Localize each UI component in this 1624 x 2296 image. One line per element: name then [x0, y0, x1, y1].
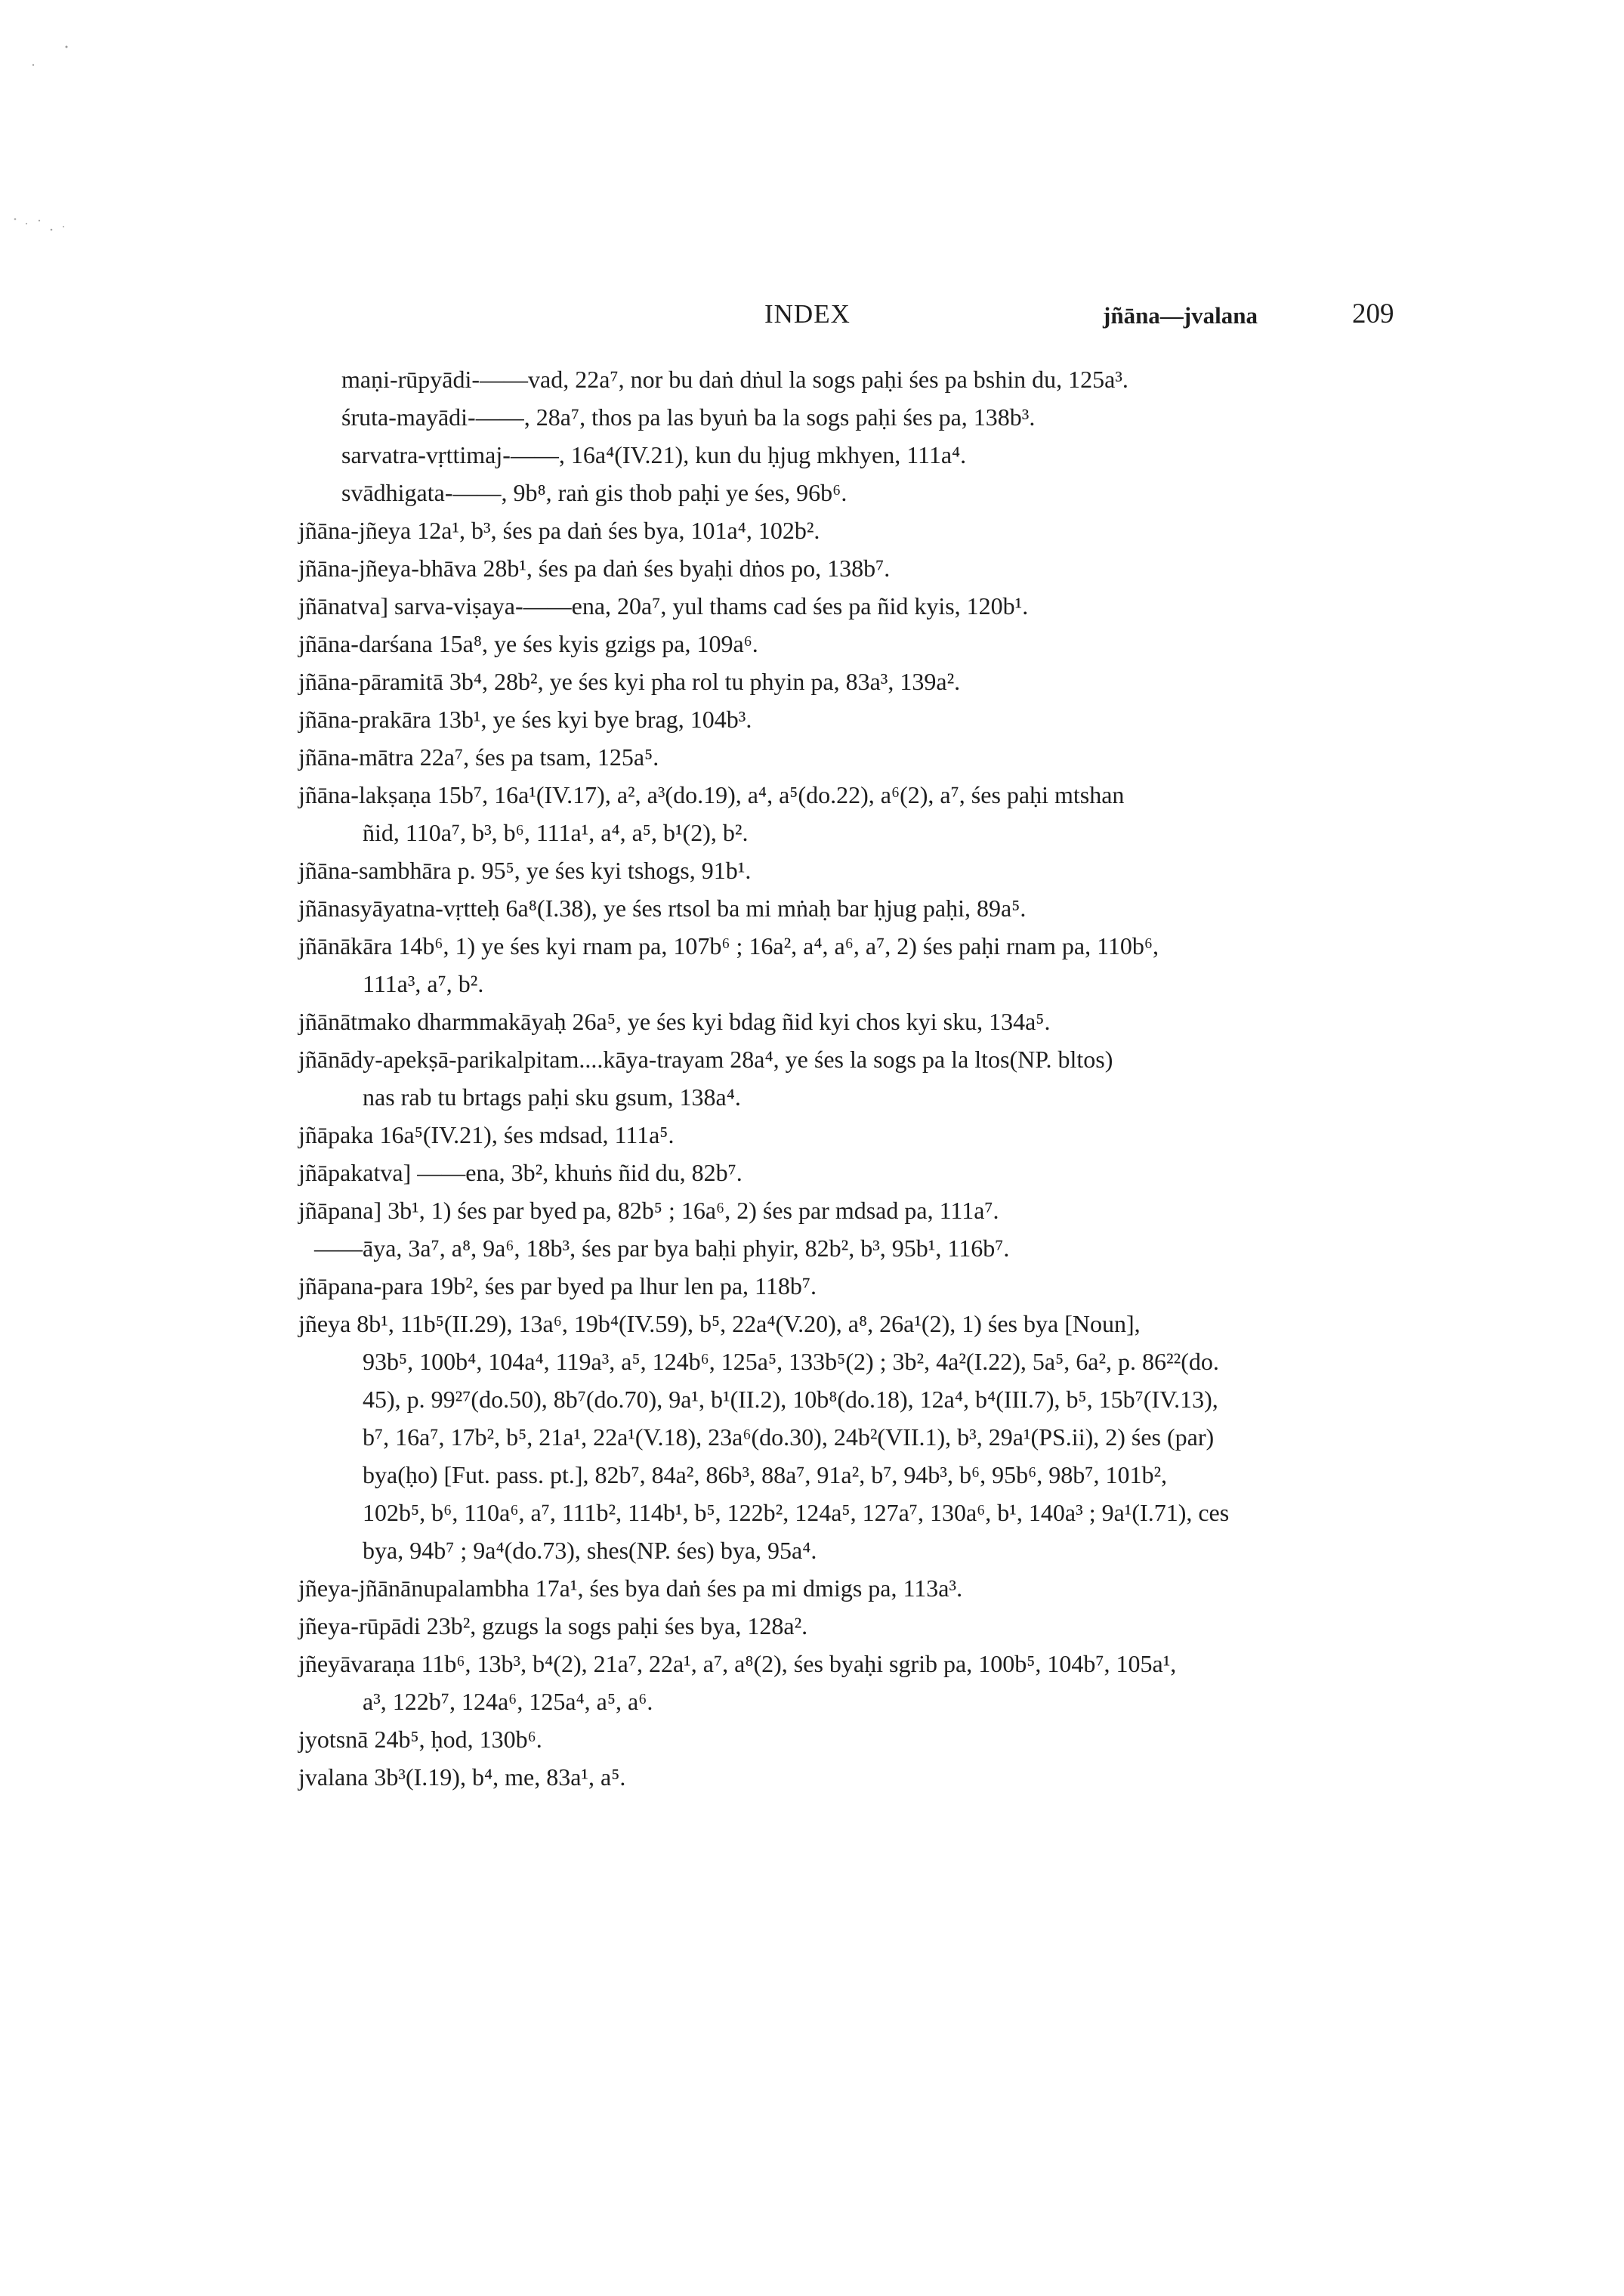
- entry-line: jñāna-prakāra 13b¹, ye śes kyi bye brag, 104b³.: [298, 706, 752, 733]
- entry-line: jñāpakatva] ——ena, 3b², khuṅs ñid du, 82b⁷.: [298, 1159, 743, 1186]
- entry-line: sarvatra-vṛttimaj-——, 16a⁴(IV.21), kun du ḥjug mkhyen, 111a⁴.: [341, 441, 967, 468]
- scan-speckle-marks: [0, 0, 113, 302]
- index-continuation-entry: [0, 1229, 1624, 1267]
- running-head-section: INDEX: [764, 299, 851, 329]
- index-entry: [0, 776, 1624, 851]
- entry-line: jñānātmako dharmmakāyaḥ 26a⁵, ye śes kyi bdag ñid kyi chos kyi sku, 134a⁵.: [298, 1008, 1051, 1035]
- entry-line: jñeya 8b¹, 11b⁵(II.29), 13a⁶, 19b⁴(IV.59), b⁵, 22a⁴(V.20), a⁸, 26a¹(2), 1) śes bya [Noun],: [298, 1310, 1141, 1337]
- index-entry: [0, 511, 1624, 549]
- index-entry: [0, 1720, 1624, 1758]
- entry-line: svādhigata-——, 9b⁸, raṅ gis thob paḥi ye śes, 96b⁶.: [341, 479, 848, 506]
- index-entry: [0, 1040, 1624, 1116]
- index-entry: [0, 1003, 1624, 1040]
- index-entry: [0, 587, 1624, 625]
- entry-line: jñāna-mātra 22a⁷, śes pa tsam, 125a⁵.: [298, 743, 659, 771]
- entry-line: jñāpana-para 19b², śes par byed pa lhur len pa, 118b⁷.: [298, 1272, 817, 1299]
- entry-line: jyotsnā 24b⁵, ḥod, 130b⁶.: [298, 1726, 542, 1753]
- entry-line: jñāna-jñeya-bhāva 28b¹, śes pa daṅ śes byaḥi dṅos po, 138b⁷.: [298, 555, 891, 582]
- index-entry: [0, 1569, 1624, 1607]
- index-subentry: [0, 360, 1624, 398]
- entry-line: jñāna-lakṣaṇa 15b⁷, 16a¹(IV.17), a², a³(do.19), a⁴, a⁵(do.22), a⁶(2), a⁷, śes paḥi mtshan: [298, 781, 1125, 808]
- index-entry: [0, 1645, 1624, 1720]
- entry-line: ——āya, 3a⁷, a⁸, 9a⁶, 18b³, śes par bya baḥi phyir, 82b², b³, 95b¹, 116b⁷.: [314, 1235, 1010, 1262]
- entry-line: śruta-mayādi-——, 28a⁷, thos pa las byuṅ ba la sogs paḥi śes pa, 138b³.: [341, 403, 1036, 431]
- entry-line: maṇi-rūpyādi-——vad, 22a⁷, nor bu daṅ dṅul la sogs paḥi śes pa bshin du, 125a³.: [341, 366, 1128, 393]
- entry-line: jñānasyāyatna-vṛtteḥ 6a⁸(I.38), ye śes rtsol ba mi mṅaḥ bar ḥjug paḥi, 89a⁵.: [298, 895, 1027, 922]
- entry-line: jñāna-pāramitā 3b⁴, 28b², ye śes kyi pha rol tu phyin pa, 83a³, 139a².: [298, 668, 961, 695]
- index-entry: [0, 1116, 1624, 1154]
- entry-continuation-line: ñid, 110a⁷, b³, b⁶, 111a¹, a⁴, a⁵, b¹(2), b².: [363, 819, 749, 846]
- entry-line: jñānākāra 14b⁶, 1) ye śes kyi rnam pa, 107b⁶ ; 16a², a⁴, a⁶, a⁷, 2) śes paḥi rnam pa, 110b⁶,: [298, 932, 1159, 959]
- index-entry: [0, 1191, 1624, 1229]
- index-entry: [0, 1758, 1624, 1796]
- index-entry: [0, 663, 1624, 700]
- entry-line: jñāpaka 16a⁵(IV.21), śes mdsad, 111a⁵.: [298, 1121, 675, 1148]
- entry-continuation-line: b⁷, 16a⁷, 17b², b⁵, 21a¹, 22a¹(V.18), 23a⁶(do.30), 24b²(VII.1), b³, 29a¹(PS.ii), 2) śes (par): [363, 1423, 1215, 1451]
- index-entry: [0, 1267, 1624, 1305]
- index-subentry: [0, 474, 1624, 511]
- entry-line: jñeya-jñānānupalambha 17a¹, śes bya daṅ śes pa mi dmigs pa, 113a³.: [298, 1574, 963, 1602]
- index-entry: [0, 625, 1624, 663]
- entry-continuation-line: 93b⁵, 100b⁴, 104a⁴, 119a³, a⁵, 124b⁶, 125a⁵, 133b⁵(2) ; 3b², 4a²(I.22), 5a⁵, 6a², p. 86²²(do.: [363, 1348, 1219, 1375]
- entry-line: jñāna-jñeya 12a¹, b³, śes pa daṅ śes bya, 101a⁴, 102b².: [298, 517, 820, 544]
- index-entries: [0, 360, 1624, 1796]
- index-entry: [0, 700, 1624, 738]
- entry-line: jñānatva] sarva-viṣaya-——ena, 20a⁷, yul thams cad śes pa ñid kyis, 120b¹.: [298, 592, 1029, 620]
- entry-line: jñāna-sambhāra p. 95⁵, ye śes kyi tshogs, 91b¹.: [298, 857, 752, 884]
- entry-continuation-line: bya, 94b⁷ ; 9a⁴(do.73), shes(NP. śes) bya, 95a⁴.: [363, 1537, 817, 1564]
- entry-continuation-line: nas rab tu brtags paḥi sku gsum, 138a⁴.: [363, 1083, 741, 1111]
- page-number: 209: [1352, 298, 1394, 329]
- index-subentry: [0, 436, 1624, 474]
- entry-line: jñāna-darśana 15a⁸, ye śes kyis gzigs pa, 109a⁶.: [298, 630, 758, 657]
- entry-continuation-line: 111a³, a⁷, b².: [363, 970, 484, 997]
- running-head-range: jñāna—jvalana: [1103, 302, 1258, 329]
- entry-continuation-line: a³, 122b⁷, 124a⁶, 125a⁴, a⁵, a⁶.: [363, 1688, 653, 1715]
- index-entry: [0, 1305, 1624, 1569]
- index-subentry: [0, 398, 1624, 436]
- entry-continuation-line: bya(ḥo) [Fut. pass. pt.], 82b⁷, 84a², 86b³, 88a⁷, 91a², b⁷, 94b³, b⁶, 95b⁶, 98b⁷, 101b²,: [363, 1461, 1168, 1488]
- index-entry: [0, 1154, 1624, 1191]
- index-entry: [0, 927, 1624, 1003]
- entry-line: jñāpana] 3b¹, 1) śes par byed pa, 82b⁵ ; 16a⁶, 2) śes par mdsad pa, 111a⁷.: [298, 1197, 999, 1224]
- index-entry: [0, 738, 1624, 776]
- entry-line: jvalana 3b³(I.19), b⁴, me, 83a¹, a⁵.: [298, 1763, 626, 1791]
- entry-line: jñeya-rūpādi 23b², gzugs la sogs paḥi śes bya, 128a².: [298, 1612, 808, 1639]
- entry-continuation-line: 102b⁵, b⁶, 110a⁶, a⁷, 111b², 114b¹, b⁵, 122b², 124a⁵, 127a⁷, 130a⁶, b¹, 140a³ ; 9a¹(I.71), ces: [363, 1499, 1230, 1526]
- index-entry: [0, 851, 1624, 889]
- index-entry: [0, 1607, 1624, 1645]
- entry-continuation-line: 45), p. 99²⁷(do.50), 8b⁷(do.70), 9a¹, b¹(II.2), 10b⁸(do.18), 12a⁴, b⁴(III.7), b⁵, 15b⁷(IV.13),: [363, 1386, 1218, 1413]
- running-head: [0, 298, 1624, 343]
- entry-line: jñeyāvaraṇa 11b⁶, 13b³, b⁴(2), 21a⁷, 22a¹, a⁷, a⁸(2), śes byaḥi sgrib pa, 100b⁵, 104b⁷, 105a¹,: [298, 1650, 1177, 1677]
- index-entry: [0, 889, 1624, 927]
- index-entry: [0, 549, 1624, 587]
- entry-line: jñānādy-apekṣā-parikalpitam....kāya-trayam 28a⁴, ye śes la sogs pa la ltos(NP. bltos): [298, 1046, 1113, 1073]
